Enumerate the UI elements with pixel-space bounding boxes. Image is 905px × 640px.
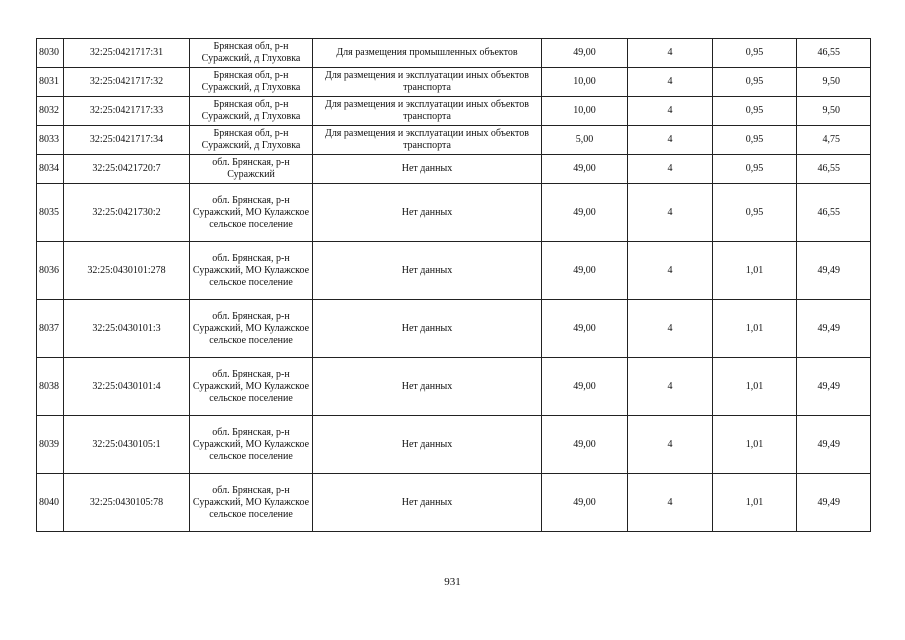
cadastral-number: 32:25:0430101:4 [64, 358, 190, 416]
cadastral-number: 32:25:0430101:3 [64, 300, 190, 358]
address: обл. Брянская, р-н Суражский [190, 155, 313, 184]
address: обл. Брянская, р-н Суражский, МО Кулажское сельское поселение [190, 416, 313, 474]
value-3: 0,95 [713, 68, 797, 97]
value-3: 0,95 [713, 97, 797, 126]
value-2: 4 [628, 126, 713, 155]
value-4: 49,49 [797, 300, 871, 358]
row-number: 8037 [37, 300, 64, 358]
value-4: 49,49 [797, 358, 871, 416]
value-4: 46,55 [797, 39, 871, 68]
permitted-use: Для размещения промышленных объектов [313, 39, 542, 68]
permitted-use: Нет данных [313, 184, 542, 242]
value-3: 0,95 [713, 39, 797, 68]
row-number: 8040 [37, 474, 64, 532]
value-2: 4 [628, 68, 713, 97]
cadastral-number: 32:25:0430105:78 [64, 474, 190, 532]
value-4: 4,75 [797, 126, 871, 155]
value-3: 0,95 [713, 126, 797, 155]
value-3: 1,01 [713, 242, 797, 300]
row-number: 8032 [37, 97, 64, 126]
cadastral-number: 32:25:0421717:32 [64, 68, 190, 97]
row-number: 8039 [37, 416, 64, 474]
permitted-use: Нет данных [313, 242, 542, 300]
value-2: 4 [628, 242, 713, 300]
cadastral-number: 32:25:0421730:2 [64, 184, 190, 242]
row-number: 8038 [37, 358, 64, 416]
cadastral-number: 32:25:0430101:278 [64, 242, 190, 300]
value-4: 49,49 [797, 474, 871, 532]
address: Брянская обл, р-н Суражский, д Глуховка [190, 39, 313, 68]
page-number: 931 [444, 576, 461, 588]
row-number: 8034 [37, 155, 64, 184]
value-4: 49,49 [797, 416, 871, 474]
address: Брянская обл, р-н Суражский, д Глуховка [190, 68, 313, 97]
row-number: 8030 [37, 39, 64, 68]
table-row [37, 300, 871, 358]
address: обл. Брянская, р-н Суражский, МО Кулажское сельское поселение [190, 358, 313, 416]
permitted-use: Нет данных [313, 474, 542, 532]
permitted-use: Для размещения и эксплуатации иных объектов транспорта [313, 126, 542, 155]
address: обл. Брянская, р-н Суражский, МО Кулажское сельское поселение [190, 474, 313, 532]
permitted-use: Нет данных [313, 358, 542, 416]
permitted-use: Нет данных [313, 155, 542, 184]
table-row [37, 39, 871, 68]
table-row [37, 126, 871, 155]
value-2: 4 [628, 155, 713, 184]
permitted-use: Для размещения и эксплуатации иных объектов транспорта [313, 97, 542, 126]
row-number: 8036 [37, 242, 64, 300]
value-2: 4 [628, 300, 713, 358]
value-1: 5,00 [542, 126, 628, 155]
cadastral-number: 32:25:0421717:31 [64, 39, 190, 68]
value-4: 49,49 [797, 242, 871, 300]
value-2: 4 [628, 97, 713, 126]
value-3: 1,01 [713, 300, 797, 358]
address: Брянская обл, р-н Суражский, д Глуховка [190, 126, 313, 155]
table-row [37, 474, 871, 532]
value-2: 4 [628, 39, 713, 68]
table-row [37, 97, 871, 126]
row-number: 8031 [37, 68, 64, 97]
value-1: 49,00 [542, 184, 628, 242]
cadastral-number: 32:25:0421717:33 [64, 97, 190, 126]
table-row [37, 242, 871, 300]
table-row [37, 358, 871, 416]
address: Брянская обл, р-н Суражский, д Глуховка [190, 97, 313, 126]
permitted-use: Нет данных [313, 416, 542, 474]
cadastral-number: 32:25:0421717:34 [64, 126, 190, 155]
address: обл. Брянская, р-н Суражский, МО Кулажское сельское поселение [190, 242, 313, 300]
cadastral-table [36, 38, 871, 532]
table-row [37, 184, 871, 242]
value-1: 49,00 [542, 39, 628, 68]
value-4: 9,50 [797, 68, 871, 97]
cadastral-number: 32:25:0430105:1 [64, 416, 190, 474]
value-3: 1,01 [713, 474, 797, 532]
value-1: 49,00 [542, 416, 628, 474]
value-3: 0,95 [713, 184, 797, 242]
value-1: 49,00 [542, 155, 628, 184]
value-3: 1,01 [713, 358, 797, 416]
value-2: 4 [628, 474, 713, 532]
address: обл. Брянская, р-н Суражский, МО Кулажское сельское поселение [190, 184, 313, 242]
value-3: 1,01 [713, 416, 797, 474]
row-number: 8035 [37, 184, 64, 242]
value-1: 49,00 [542, 300, 628, 358]
cadastral-number: 32:25:0421720:7 [64, 155, 190, 184]
value-4: 46,55 [797, 155, 871, 184]
value-3: 0,95 [713, 155, 797, 184]
table-row [37, 68, 871, 97]
value-4: 46,55 [797, 184, 871, 242]
value-1: 49,00 [542, 358, 628, 416]
value-1: 49,00 [542, 474, 628, 532]
value-1: 49,00 [542, 242, 628, 300]
address: обл. Брянская, р-н Суражский, МО Кулажское сельское поселение [190, 300, 313, 358]
table-row [37, 416, 871, 474]
permitted-use: Для размещения и эксплуатации иных объектов транспорта [313, 68, 542, 97]
row-number: 8033 [37, 126, 64, 155]
value-1: 10,00 [542, 68, 628, 97]
value-2: 4 [628, 184, 713, 242]
permitted-use: Нет данных [313, 300, 542, 358]
value-1: 10,00 [542, 97, 628, 126]
value-2: 4 [628, 358, 713, 416]
table-row [37, 155, 871, 184]
value-4: 9,50 [797, 97, 871, 126]
value-2: 4 [628, 416, 713, 474]
